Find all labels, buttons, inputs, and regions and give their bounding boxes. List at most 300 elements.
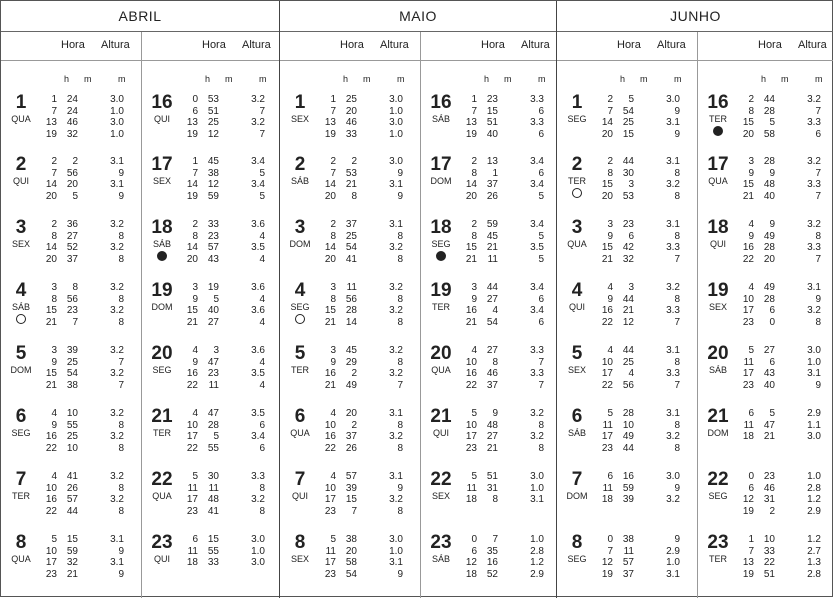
unit-alt: m [397,74,405,84]
tide-row [595,546,697,558]
tide-row [459,254,558,266]
tide-list [318,471,420,517]
tide-height: 1.0 [110,128,124,140]
tide-height: 5 [538,230,544,242]
tide-minute: 11 [487,253,498,265]
tide-minute: 32 [66,128,78,140]
tide-list [736,408,833,443]
tide-hour: 5 [607,408,613,419]
tide-row [39,546,141,558]
tide-minute: 56 [66,293,78,305]
tide-hour: 0 [192,94,198,105]
tide-hour: 15 [742,117,754,128]
tide-minute: 23 [207,230,219,242]
tide-minute: 48 [207,494,219,505]
tide-minute: 12 [622,316,634,328]
unit-h: h [64,74,70,84]
tide-hour: 2 [330,156,336,167]
tide-minute: 37 [486,179,498,190]
tide-minute: 37 [345,431,357,442]
tide-row [39,305,141,317]
tide-hour: 5 [192,471,198,482]
tide-height: 1.0 [807,471,821,482]
tide-row [180,420,280,432]
tide-minute: 47 [763,419,775,431]
tide-minute: 21 [66,568,78,580]
tide-minute: 55 [207,442,219,454]
tide-list [736,94,833,140]
tide-row [595,569,697,581]
tide-hour: 7 [51,105,57,117]
tide-hour: 13 [465,117,477,128]
unit-m: m [363,74,371,84]
tide-row [318,94,420,106]
day-weekday: QUI [709,239,726,249]
tide-height: 3.2 [110,242,124,253]
tide-row [736,294,833,306]
tide-height: 6 [259,419,265,431]
tide-row [595,368,697,380]
tide-hour: 22 [601,316,613,328]
tide-minute: 7 [351,505,357,517]
tide-minute: 10 [763,534,775,545]
tide-hour: 4 [471,345,477,356]
tide-height: 3.2 [110,408,124,419]
tide-minute: 53 [345,167,357,179]
tide-height: 9 [118,190,124,202]
tide-list [736,219,833,265]
tide-row [39,357,141,369]
tide-height: 3.0 [807,345,821,356]
tide-hour: 22 [45,505,57,517]
tide-row [180,534,280,546]
tide-height: 6 [259,442,265,454]
tide-height: 3.3 [666,368,680,379]
tide-height: 3.0 [530,471,544,482]
tide-row [736,305,833,317]
tide-row [595,534,697,546]
tide-list [595,156,697,202]
tide-row [39,534,141,546]
tide-hour: 21 [45,316,57,328]
tide-height: 8 [397,356,403,368]
day-weekday: SEG [708,491,728,501]
day-weekday: TER [291,365,309,375]
tide-height: 3.4 [251,431,265,442]
tide-minute: 40 [763,379,775,391]
tide-row [595,156,697,168]
day-weekday: DOM [10,365,32,375]
day-entry [1,92,141,154]
tide-minute: 24 [66,94,78,105]
tide-hour: 22 [465,379,477,391]
tide-minute: 59 [486,219,498,230]
tide-height: 5 [259,190,265,202]
tide-height: 3.3 [666,242,680,253]
tide-height: 9 [674,128,680,140]
tide-minute: 26 [345,442,357,454]
day-number: 18 [707,217,729,238]
tide-hour: 9 [471,293,477,305]
tide-height: 8 [118,316,124,328]
tide-minute: 8 [492,356,498,368]
tide-height: 1.2 [530,557,544,568]
tide-height: 4 [259,253,265,265]
unit-h: h [343,74,349,84]
month-abril [1,1,279,598]
tide-row [318,282,420,294]
tide-height: 8 [538,419,544,431]
tide-minute: 15 [486,105,498,117]
tide-row [736,569,833,581]
tide-minute: 49 [763,282,775,293]
tide-minute: 5 [769,408,775,419]
tide-minute: 10 [622,419,634,431]
day-number: 22 [707,469,729,490]
tide-list [459,282,558,328]
tide-row [459,168,558,180]
tide-row [736,431,833,443]
tide-minute: 3 [628,282,634,293]
tide-hour: 18 [465,494,477,505]
hora-label: Hora [340,39,364,51]
tide-minute: 2 [72,156,78,167]
tide-list [180,534,280,569]
tide-hour: 6 [748,482,754,494]
tide-hour: 21 [324,379,336,391]
tide-minute: 5 [628,94,634,105]
tide-minute: 45 [207,156,219,167]
tide-list [318,219,420,265]
tide-minute: 42 [622,242,634,253]
new-moon-icon [157,251,167,261]
tide-height: 3.2 [389,305,403,316]
tide-row [459,317,558,329]
tide-hour: 8 [51,230,57,242]
tide-minute: 29 [345,356,357,368]
unit-alt: m [259,74,267,84]
day-weekday: DOM [707,428,729,438]
tide-row [736,254,833,266]
tide-row [180,471,280,483]
day-entry [421,154,558,216]
tide-list [180,219,280,265]
tide-row [736,129,833,141]
tide-hour: 17 [465,431,477,442]
altura-label: Altura [101,39,130,51]
tide-minute: 52 [66,242,78,253]
tide-minute: 27 [763,345,775,356]
tide-height: 3.1 [666,408,680,419]
tide-hour: 4 [607,282,613,293]
tide-minute: 25 [345,230,357,242]
tide-hour: 7 [192,167,198,179]
tide-minute: 11 [208,482,219,494]
tide-row [180,156,280,168]
tide-height: 2.7 [807,545,821,557]
tide-row [736,471,833,483]
column-header [421,32,558,61]
tide-row [595,254,697,266]
tide-row [180,443,280,455]
tide-height: 2.9 [807,505,821,517]
tide-height: 9 [815,293,821,305]
tide-row [318,380,420,392]
tide-minute: 47 [207,408,219,419]
tide-hour: 8 [192,230,198,242]
tide-height: 3.3 [807,242,821,253]
tide-hour: 22 [45,442,57,454]
day-number: 8 [571,532,583,553]
tide-hour: 5 [748,345,754,356]
tide-minute: 39 [66,345,78,356]
tide-height: 9 [674,105,680,117]
tide-height: 1.0 [389,105,403,117]
tide-height: 9 [397,568,403,580]
tide-hour: 3 [192,282,198,293]
day-number: 7 [571,469,583,490]
tide-minute: 27 [486,293,498,305]
tide-row [39,506,141,518]
tide-minute: 28 [763,293,775,305]
day-entry [557,469,697,531]
tide-minute: 28 [345,305,357,316]
tide-row [595,557,697,569]
tide-minute: 35 [486,545,498,557]
tide-hour: 17 [324,557,336,568]
tide-row [39,94,141,106]
tide-height: 3.1 [666,156,680,167]
tide-height: 3.2 [251,117,265,128]
altura-label: Altura [242,39,271,51]
tide-height: 3.5 [251,408,265,419]
tide-hour: 4 [51,471,57,482]
tide-minute: 38 [622,534,634,545]
tide-hour: 19 [601,568,613,580]
day-number: 21 [707,406,729,427]
tide-height: 7 [397,379,403,391]
tide-row [180,483,280,495]
day-weekday: QUA [567,239,587,249]
tide-row [595,168,697,180]
tide-minute: 49 [763,230,775,242]
tide-minute: 28 [622,408,634,419]
tide-hour: 16 [324,368,336,379]
tide-minute: 43 [763,368,775,379]
tide-minute: 54 [345,568,357,580]
day-number: 18 [430,217,452,238]
tide-height: 3.2 [530,408,544,419]
tide-height: 8 [118,293,124,305]
tide-row [595,294,697,306]
tide-row [736,345,833,357]
tide-row [180,106,280,118]
tide-row [39,431,141,443]
tide-hour: 20 [465,190,477,202]
tide-list [318,156,420,202]
tide-row [318,483,420,495]
day-entry [421,217,558,279]
tide-height: 3.1 [389,408,403,419]
day-number: 17 [707,154,729,175]
tide-height: 7 [815,253,821,265]
tide-minute: 41 [66,471,78,482]
tide-row [39,156,141,168]
tide-hour: 10 [186,419,198,431]
tide-minute: 40 [207,305,219,316]
unit-h: h [484,74,490,84]
day-number: 23 [430,532,452,553]
tide-height: 8 [674,356,680,368]
tide-minute: 25 [66,356,78,368]
tide-hour: 16 [45,431,57,442]
tide-row [39,179,141,191]
tide-height: 8 [538,442,544,454]
tide-height: 6 [538,105,544,117]
tide-minute: 51 [486,117,498,128]
tide-hour: 21 [45,379,57,391]
tide-list [595,345,697,391]
tide-hour: 15 [186,305,198,316]
day-entry [421,280,558,342]
tide-row [318,534,420,546]
tide-row [459,106,558,118]
tide-minute: 38 [66,379,78,391]
day-entry [421,532,558,594]
tide-height: 8 [118,419,124,431]
tide-minute: 24 [66,105,78,117]
tide-height: 5 [259,167,265,179]
tide-minute: 20 [763,253,775,265]
tide-height: 3.4 [530,156,544,167]
day-number: 2 [294,154,306,175]
tide-row [39,443,141,455]
tide-hour: 9 [192,293,198,305]
tide-row [459,380,558,392]
tide-row [736,317,833,329]
tide-height: 3.3 [530,368,544,379]
tide-list [459,94,558,140]
tide-row [595,106,697,118]
tide-hour: 17 [601,431,613,442]
unit-m: m [781,74,789,84]
tide-minute: 59 [207,190,219,202]
tide-list [39,94,141,140]
tide-hour: 9 [607,293,613,305]
tide-height: 3.2 [807,156,821,167]
tide-minute: 46 [486,368,498,379]
tide-row [736,546,833,558]
tide-minute: 51 [763,568,775,580]
tide-minute: 54 [486,316,498,328]
tide-row [39,483,141,495]
tide-row [459,408,558,420]
tide-row [595,443,697,455]
tide-list [180,94,280,140]
tide-hour: 3 [607,219,613,230]
tide-minute: 56 [622,379,634,391]
tide-minute: 8 [492,494,498,505]
tide-row [595,380,697,392]
tide-height: 1.1 [807,419,821,431]
tide-height: 8 [815,316,821,328]
tide-minute: 46 [763,482,775,494]
tide-height: 3.2 [389,494,403,505]
tide-minute: 36 [66,219,78,230]
tide-row [180,557,280,569]
tide-height: 9 [118,545,124,557]
hora-label: Hora [481,39,505,51]
day-number: 4 [571,280,583,301]
tide-height: 3.6 [251,219,265,230]
day-entry [421,469,558,531]
tide-hour: 17 [186,494,198,505]
tide-minute: 15 [345,494,357,505]
unit-alt: m [118,74,126,84]
tide-hour: 10 [465,356,477,368]
tide-hour: 21 [324,316,336,328]
tide-height: 9 [674,482,680,494]
tide-height: 3.1 [389,471,403,482]
tide-height: 3.2 [807,305,821,316]
tide-minute: 28 [763,242,775,253]
tide-row [459,357,558,369]
tide-hour: 6 [192,534,198,545]
tide-height: 8 [259,505,265,517]
tide-height: 1.0 [389,545,403,557]
day-entry [280,532,420,594]
tide-hour: 22 [186,442,198,454]
tide-height: 8 [397,253,403,265]
tide-list [39,345,141,391]
tide-row [736,106,833,118]
day-entry [1,406,141,468]
day-weekday: QUI [568,302,585,312]
tide-row [39,219,141,231]
tide-row [459,420,558,432]
tide-height: 7 [118,356,124,368]
tide-hour: 7 [607,545,613,557]
tide-hour: 13 [324,117,336,128]
day-entry [557,406,697,468]
tide-hour: 9 [748,230,754,242]
tide-height: 1.2 [807,494,821,505]
tide-hour: 23 [742,316,754,328]
tide-minute: 26 [486,190,498,202]
month-columns [557,32,833,598]
tide-row [595,117,697,129]
tide-hour: 5 [471,408,477,419]
tide-minute: 51 [207,105,219,117]
tide-hour: 18 [186,557,198,568]
tide-row [180,294,280,306]
tide-height: 3.2 [389,368,403,379]
tide-height: 3.2 [251,494,265,505]
tide-hour: 23 [324,568,336,580]
tide-minute: 38 [207,167,219,179]
tide-hour: 2 [51,219,57,230]
day-weekday: QUI [153,114,170,124]
unit-h: h [620,74,626,84]
tide-minute: 37 [486,379,498,391]
tide-height: 8 [397,293,403,305]
day-entry [142,343,280,405]
tide-height: 8 [397,505,403,517]
day-weekday: SEX [708,302,727,312]
tide-row [595,179,697,191]
tide-list [736,282,833,328]
tide-row [39,117,141,129]
